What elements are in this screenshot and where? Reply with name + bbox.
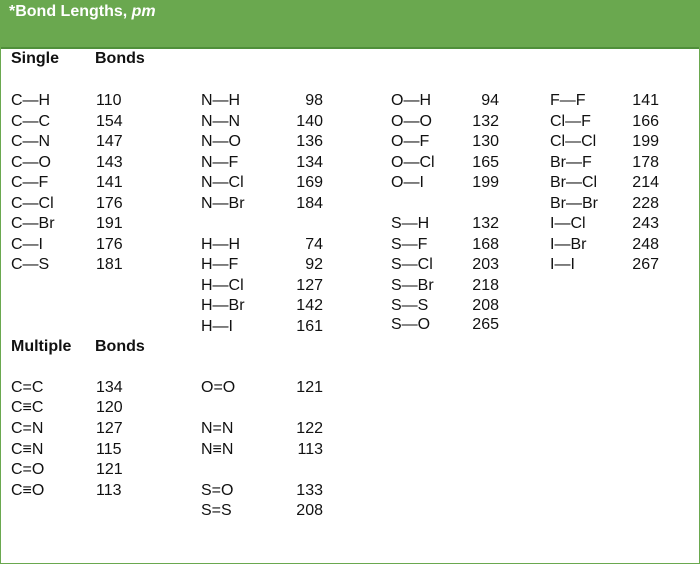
- bond-length: 191: [96, 215, 123, 233]
- multiple-section-label: Multiple: [11, 338, 72, 355]
- bond-length: 199: [632, 133, 659, 151]
- bond-name: O—O: [391, 112, 432, 130]
- bond-name: S—O: [391, 315, 431, 333]
- bond-length: 134: [296, 153, 323, 171]
- bond-name: S—F: [391, 235, 428, 253]
- bond-name: S=O: [201, 482, 234, 499]
- bond-length: 141: [632, 92, 659, 110]
- single-section-label-bonds: Bonds: [95, 50, 145, 67]
- bond-length: 154: [96, 112, 123, 130]
- bond-length: 178: [632, 153, 659, 171]
- table-header: [1, 1, 699, 49]
- bond-length: 199: [472, 174, 499, 192]
- bond-name: O=O: [201, 379, 236, 396]
- bond-name: C≡C: [11, 399, 44, 416]
- bond-length: 74: [305, 235, 323, 253]
- bond-length: 214: [632, 174, 659, 192]
- bond-length: 132: [472, 112, 499, 130]
- bond-length: 203: [472, 256, 499, 274]
- bond-name: C—O: [11, 153, 51, 171]
- bond-name: C—I: [11, 235, 43, 253]
- bond-name: C—F: [11, 174, 49, 192]
- bond-length: 140: [296, 112, 323, 130]
- bond-length: 208: [472, 297, 499, 315]
- bond-name: N—Cl: [201, 174, 244, 192]
- title-text: *Bond Lengths,: [9, 3, 132, 20]
- bond-name: C=N: [11, 420, 44, 437]
- table-title: [9, 3, 156, 21]
- bond-name: N=N: [201, 420, 234, 437]
- bond-length: 122: [296, 420, 323, 437]
- bond-length: 181: [96, 256, 123, 274]
- bond-name: C=O: [11, 461, 45, 478]
- bond-name: N—O: [201, 133, 241, 151]
- bond-name: H—I: [201, 317, 233, 335]
- bond-length: 113: [96, 482, 122, 499]
- bond-length: 121: [296, 379, 323, 396]
- bond-name: N—F: [201, 153, 239, 171]
- bond-length: 115: [96, 441, 122, 458]
- bond-length: 228: [632, 194, 659, 212]
- multiple-section-label-bonds: Bonds: [95, 338, 145, 355]
- bond-length: 136: [296, 133, 323, 151]
- bond-name: C—C: [11, 112, 51, 130]
- bond-name: C—S: [11, 256, 50, 274]
- bond-name: C—N: [11, 133, 51, 151]
- bond-name: N—Br: [201, 194, 245, 212]
- bond-name: Br—F: [550, 153, 592, 171]
- bond-length: 168: [472, 235, 499, 253]
- bond-length: 127: [296, 276, 323, 294]
- bond-length: 113: [297, 441, 323, 458]
- bond-name: O—F: [391, 133, 430, 151]
- bond-length: 208: [296, 502, 323, 519]
- bond-length: 165: [472, 153, 499, 171]
- bond-length: 127: [96, 420, 123, 437]
- bond-name: I—Cl: [550, 215, 586, 233]
- bond-name: O—H: [391, 92, 431, 110]
- bond-length: 265: [472, 315, 499, 333]
- bond-name: S—Br: [391, 276, 434, 294]
- bond-length: 243: [632, 215, 659, 233]
- bond-length: 218: [472, 276, 499, 294]
- bond-name: F—F: [550, 92, 586, 110]
- bond-length: 92: [305, 256, 323, 274]
- bond-length: 184: [296, 194, 323, 212]
- bond-name: C—H: [11, 92, 51, 110]
- bond-length: 267: [632, 256, 659, 274]
- bond-length: 176: [96, 194, 123, 212]
- bond-length: 147: [96, 133, 123, 151]
- title-unit: pm: [131, 3, 156, 20]
- bond-name: I—Br: [550, 235, 587, 253]
- bond-length: 142: [296, 297, 323, 315]
- bond-length: 143: [96, 153, 123, 171]
- bond-length: 130: [472, 133, 499, 151]
- bond-length: 248: [632, 235, 659, 253]
- bond-length: 141: [96, 174, 123, 192]
- bond-name: S—H: [391, 215, 430, 233]
- bond-name: S—Cl: [391, 256, 433, 274]
- bond-length: 94: [481, 92, 499, 110]
- bond-length: 176: [96, 235, 123, 253]
- bond-length: 110: [96, 92, 122, 110]
- bond-name: C=C: [11, 379, 44, 396]
- bond-name: S=S: [201, 502, 232, 519]
- bond-length: 98: [305, 92, 323, 110]
- bond-name: C—Br: [11, 215, 55, 233]
- bond-length: 161: [296, 317, 323, 335]
- bond-name: Br—Br: [550, 194, 598, 212]
- single-section-label: Single: [11, 50, 60, 67]
- bond-name: I—I: [550, 256, 575, 274]
- bond-name: S—S: [391, 297, 429, 315]
- bond-length: 120: [96, 399, 123, 416]
- bond-name: O—I: [391, 174, 424, 192]
- bond-name: N—N: [201, 112, 241, 130]
- bond-name: O—Cl: [391, 153, 435, 171]
- bond-length: 169: [296, 174, 323, 192]
- bond-name: Br—Cl: [550, 174, 598, 192]
- bond-length: 121: [96, 461, 123, 478]
- bond-name: Cl—F: [550, 112, 591, 130]
- bond-name: H—Br: [201, 297, 245, 315]
- bond-length: 166: [632, 112, 659, 130]
- bond-name: N≡N: [201, 441, 234, 458]
- bond-name: C—Cl: [11, 194, 54, 212]
- bond-length: 133: [296, 482, 323, 499]
- bond-length: 134: [96, 379, 123, 396]
- bond-name: N—H: [201, 92, 241, 110]
- bond-name: H—H: [201, 235, 241, 253]
- bond-name: C≡O: [11, 482, 45, 499]
- bond-name: H—Cl: [201, 276, 244, 294]
- bond-name: Cl—Cl: [550, 133, 597, 151]
- bond-name: H—F: [201, 256, 239, 274]
- bond-name: C≡N: [11, 441, 44, 458]
- bond-length: 132: [472, 215, 499, 233]
